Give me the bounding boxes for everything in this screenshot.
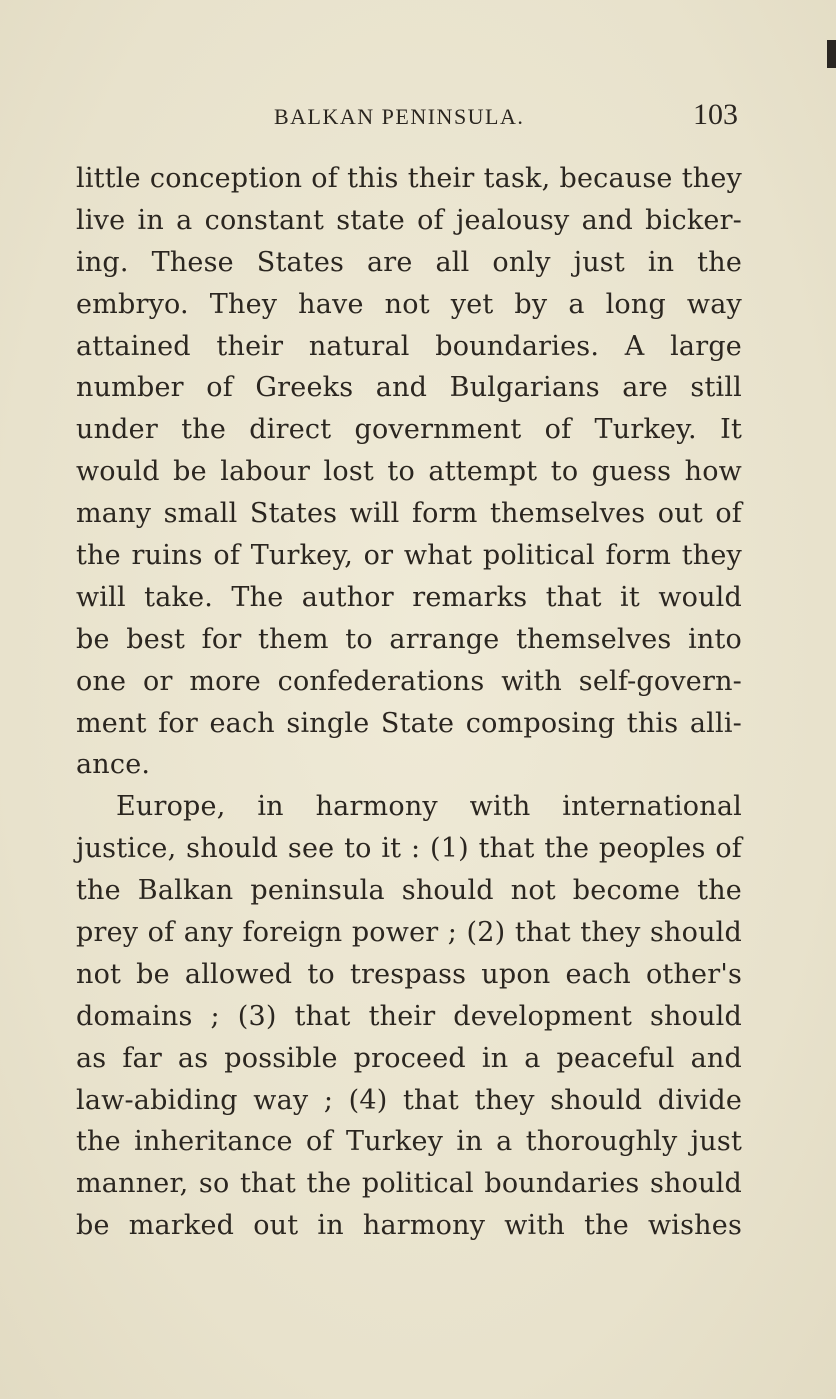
paragraph-first-line: Europe, in harmony with international bbox=[116, 791, 742, 823]
text-line: would be labour lost to attempt to guess how bbox=[76, 456, 742, 488]
text-line: number of Greeks and Bulgarians are still bbox=[76, 372, 742, 404]
text-line: attained their natural boundaries. A large bbox=[76, 330, 742, 362]
body-text bbox=[76, 158, 742, 1247]
text-line: not be allowed to trespass upon each other's bbox=[76, 958, 742, 990]
text-line: many small States will form themselves out of bbox=[76, 498, 742, 530]
text-line: be best for them to arrange themselves into bbox=[76, 623, 742, 655]
text-line: embryo. They have not yet by a long way bbox=[76, 288, 742, 320]
text-line: under the direct government of Turkey. It bbox=[76, 414, 742, 446]
text-line: ance. bbox=[76, 749, 151, 781]
text-line: ment for each single State composing this alli- bbox=[76, 707, 742, 739]
page-header bbox=[76, 98, 740, 138]
page-edge-mark bbox=[827, 40, 836, 68]
text-line: as far as possible proceed in a peaceful and bbox=[76, 1042, 742, 1074]
text-line: will take. The author remarks that it would bbox=[76, 581, 742, 613]
running-head: BALKAN PENINSULA. bbox=[274, 104, 525, 129]
text-line: domains ; (3) that their development should bbox=[76, 1000, 742, 1032]
text-line: little conception of this their task, because they bbox=[76, 163, 742, 194]
text-line: live in a constant state of jealousy and bicker- bbox=[76, 204, 742, 236]
text-line: the Balkan peninsula should not become the bbox=[76, 875, 742, 907]
text-line: one or more confederations with self-govern- bbox=[76, 665, 742, 697]
text-line: justice, should see to it : (1) that the peoples of bbox=[76, 833, 742, 865]
text-line: prey of any foreign power ; (2) that they should bbox=[76, 917, 742, 949]
page-number: 103 bbox=[693, 98, 738, 131]
text-line: law-abiding way ; (4) that they should divide bbox=[76, 1084, 742, 1116]
text-line: ing. These States are all only just in the bbox=[76, 246, 742, 278]
text-line: be marked out in harmony with the wishes bbox=[76, 1210, 742, 1242]
text-line: the ruins of Turkey, or what political form they bbox=[76, 540, 742, 572]
text-line: the inheritance of Turkey in a thoroughly just bbox=[76, 1126, 742, 1158]
text-line: manner, so that the political boundaries should bbox=[76, 1168, 742, 1200]
